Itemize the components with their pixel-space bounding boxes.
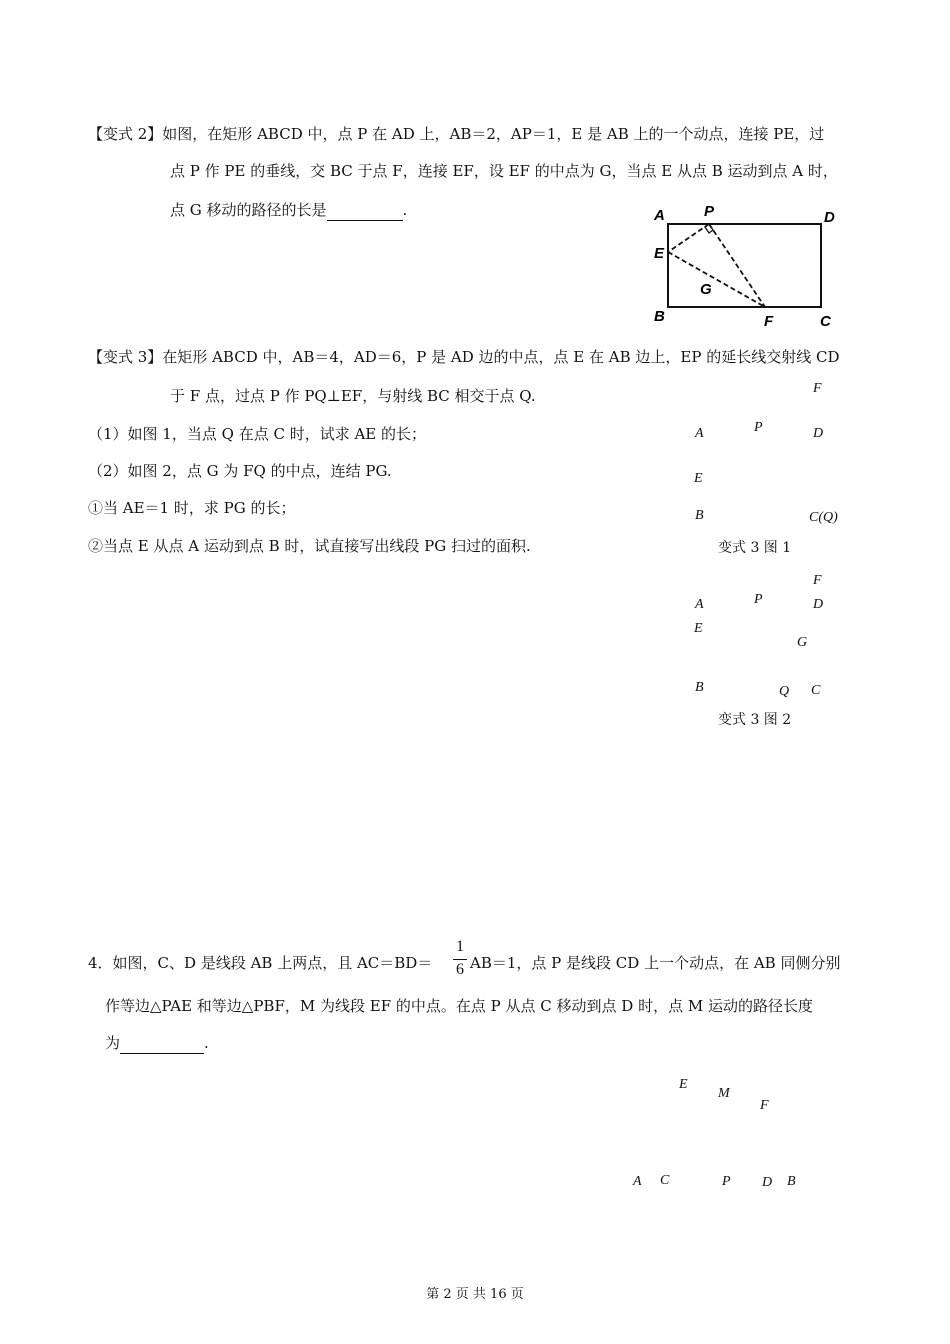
p4-label-d: D: [762, 1175, 773, 1190]
problem4-line1-part1: 4．如图，C、D 是线段 AB 上两点，且 AC＝BD＝: [88, 954, 433, 972]
fig2-label-b: B: [695, 680, 704, 695]
fig2-label-a: A: [695, 597, 704, 612]
period: .: [204, 1034, 209, 1052]
segment-pe: [668, 224, 709, 252]
answer-blank: [120, 1033, 204, 1054]
answer-blank: [327, 200, 403, 221]
fig2-label-q: Q: [779, 684, 790, 699]
fraction-numerator: 1: [456, 938, 464, 955]
period: .: [402, 201, 408, 219]
p4-label-e: E: [679, 1077, 688, 1092]
fig2-label-g: G: [797, 635, 808, 650]
segment-pf: [709, 224, 765, 307]
problem4-line3-text: 为: [105, 1034, 121, 1052]
label-g: G: [700, 281, 712, 298]
fig2-label-e: E: [694, 621, 703, 636]
variant3-question2: （2）如图 2，点 G 为 FQ 的中点，连结 PG.: [88, 462, 392, 480]
fig1-label-b: B: [695, 508, 704, 523]
fig2-label-c: C: [811, 683, 821, 698]
variant3-line2: 于 F 点，过点 P 作 PQ⊥EF，与射线 BC 相交于点 Q.: [170, 387, 536, 405]
variant3-question1: （1）如图 1，当点 Q 在点 C 时，试求 AE 的长；: [88, 425, 427, 443]
p4-label-c: C: [660, 1173, 670, 1188]
variant2-line2: 点 P 作 PE 的垂线，交 BC 于点 F，连接 EF，设 EF 的中点为 G，当点 E 从点 B 运动到点 A 时，: [170, 162, 838, 180]
label-d: D: [824, 209, 835, 226]
p4-label-p: P: [722, 1174, 731, 1189]
fig2-label-f: F: [813, 573, 822, 588]
label-f: F: [764, 313, 774, 330]
variant2-line1: 【变式 2】如图，在矩形 ABCD 中，点 P 在 AD 上，AB＝2，AP＝1，E 是 AB 上的一个动点，连接 PE，过: [88, 125, 825, 143]
segment-ef: [668, 252, 765, 307]
fraction-denominator: 6: [456, 961, 464, 978]
fig1-label-f: F: [813, 381, 822, 396]
fig2-caption: 变式 3 图 2: [718, 712, 792, 728]
p4-label-a: A: [633, 1174, 642, 1189]
problem4-line3: [105, 1033, 209, 1054]
variant2-line3: [170, 200, 407, 221]
variant2-figure: [648, 200, 848, 335]
fig2-label-d: D: [813, 597, 824, 612]
label-e: E: [654, 245, 665, 262]
problem4-line1-part2: AB＝1，点 P 是线段 CD 上一个动点，在 AB 同侧分别: [470, 954, 841, 972]
fig1-label-cq: C(Q): [809, 510, 838, 525]
p4-label-b: B: [787, 1174, 796, 1189]
label-p: P: [704, 203, 715, 220]
problem4-line2: 作等边△PAE 和等边△PBF，M 为线段 EF 的中点。在点 P 从点 C 移动到点 D 时，点 M 运动的路径长度: [105, 997, 813, 1015]
page-footer: 第 2 页 共 16 页: [426, 1287, 524, 1302]
fraction-bar: [453, 959, 467, 960]
variant3-question2a: ①当 AE＝1 时，求 PG 的长；: [88, 499, 296, 517]
fig1-label-a: A: [695, 426, 704, 441]
fig1-label-d: D: [813, 426, 824, 441]
fig1-caption: 变式 3 图 1: [718, 540, 792, 556]
p4-label-m: M: [718, 1086, 730, 1101]
label-c: C: [820, 313, 831, 330]
fig1-label-e: E: [694, 471, 703, 486]
variant3-line1: 【变式 3】在矩形 ABCD 中，AB＝4，AD＝6，P 是 AD 边的中点，点 E 在 AB 边上，EP 的延长线交射线 CD: [88, 348, 840, 366]
variant2-line3-text: 点 G 移动的路径的长是: [170, 201, 327, 219]
variant3-question2b: ②当点 E 从点 A 运动到点 B 时，试直接写出线段 PG 扫过的面积.: [88, 537, 531, 555]
p4-label-f: F: [760, 1098, 769, 1113]
label-a: A: [654, 207, 665, 224]
fig1-label-p: P: [754, 420, 763, 435]
label-b: B: [654, 308, 665, 325]
fig2-label-p: P: [754, 592, 763, 607]
